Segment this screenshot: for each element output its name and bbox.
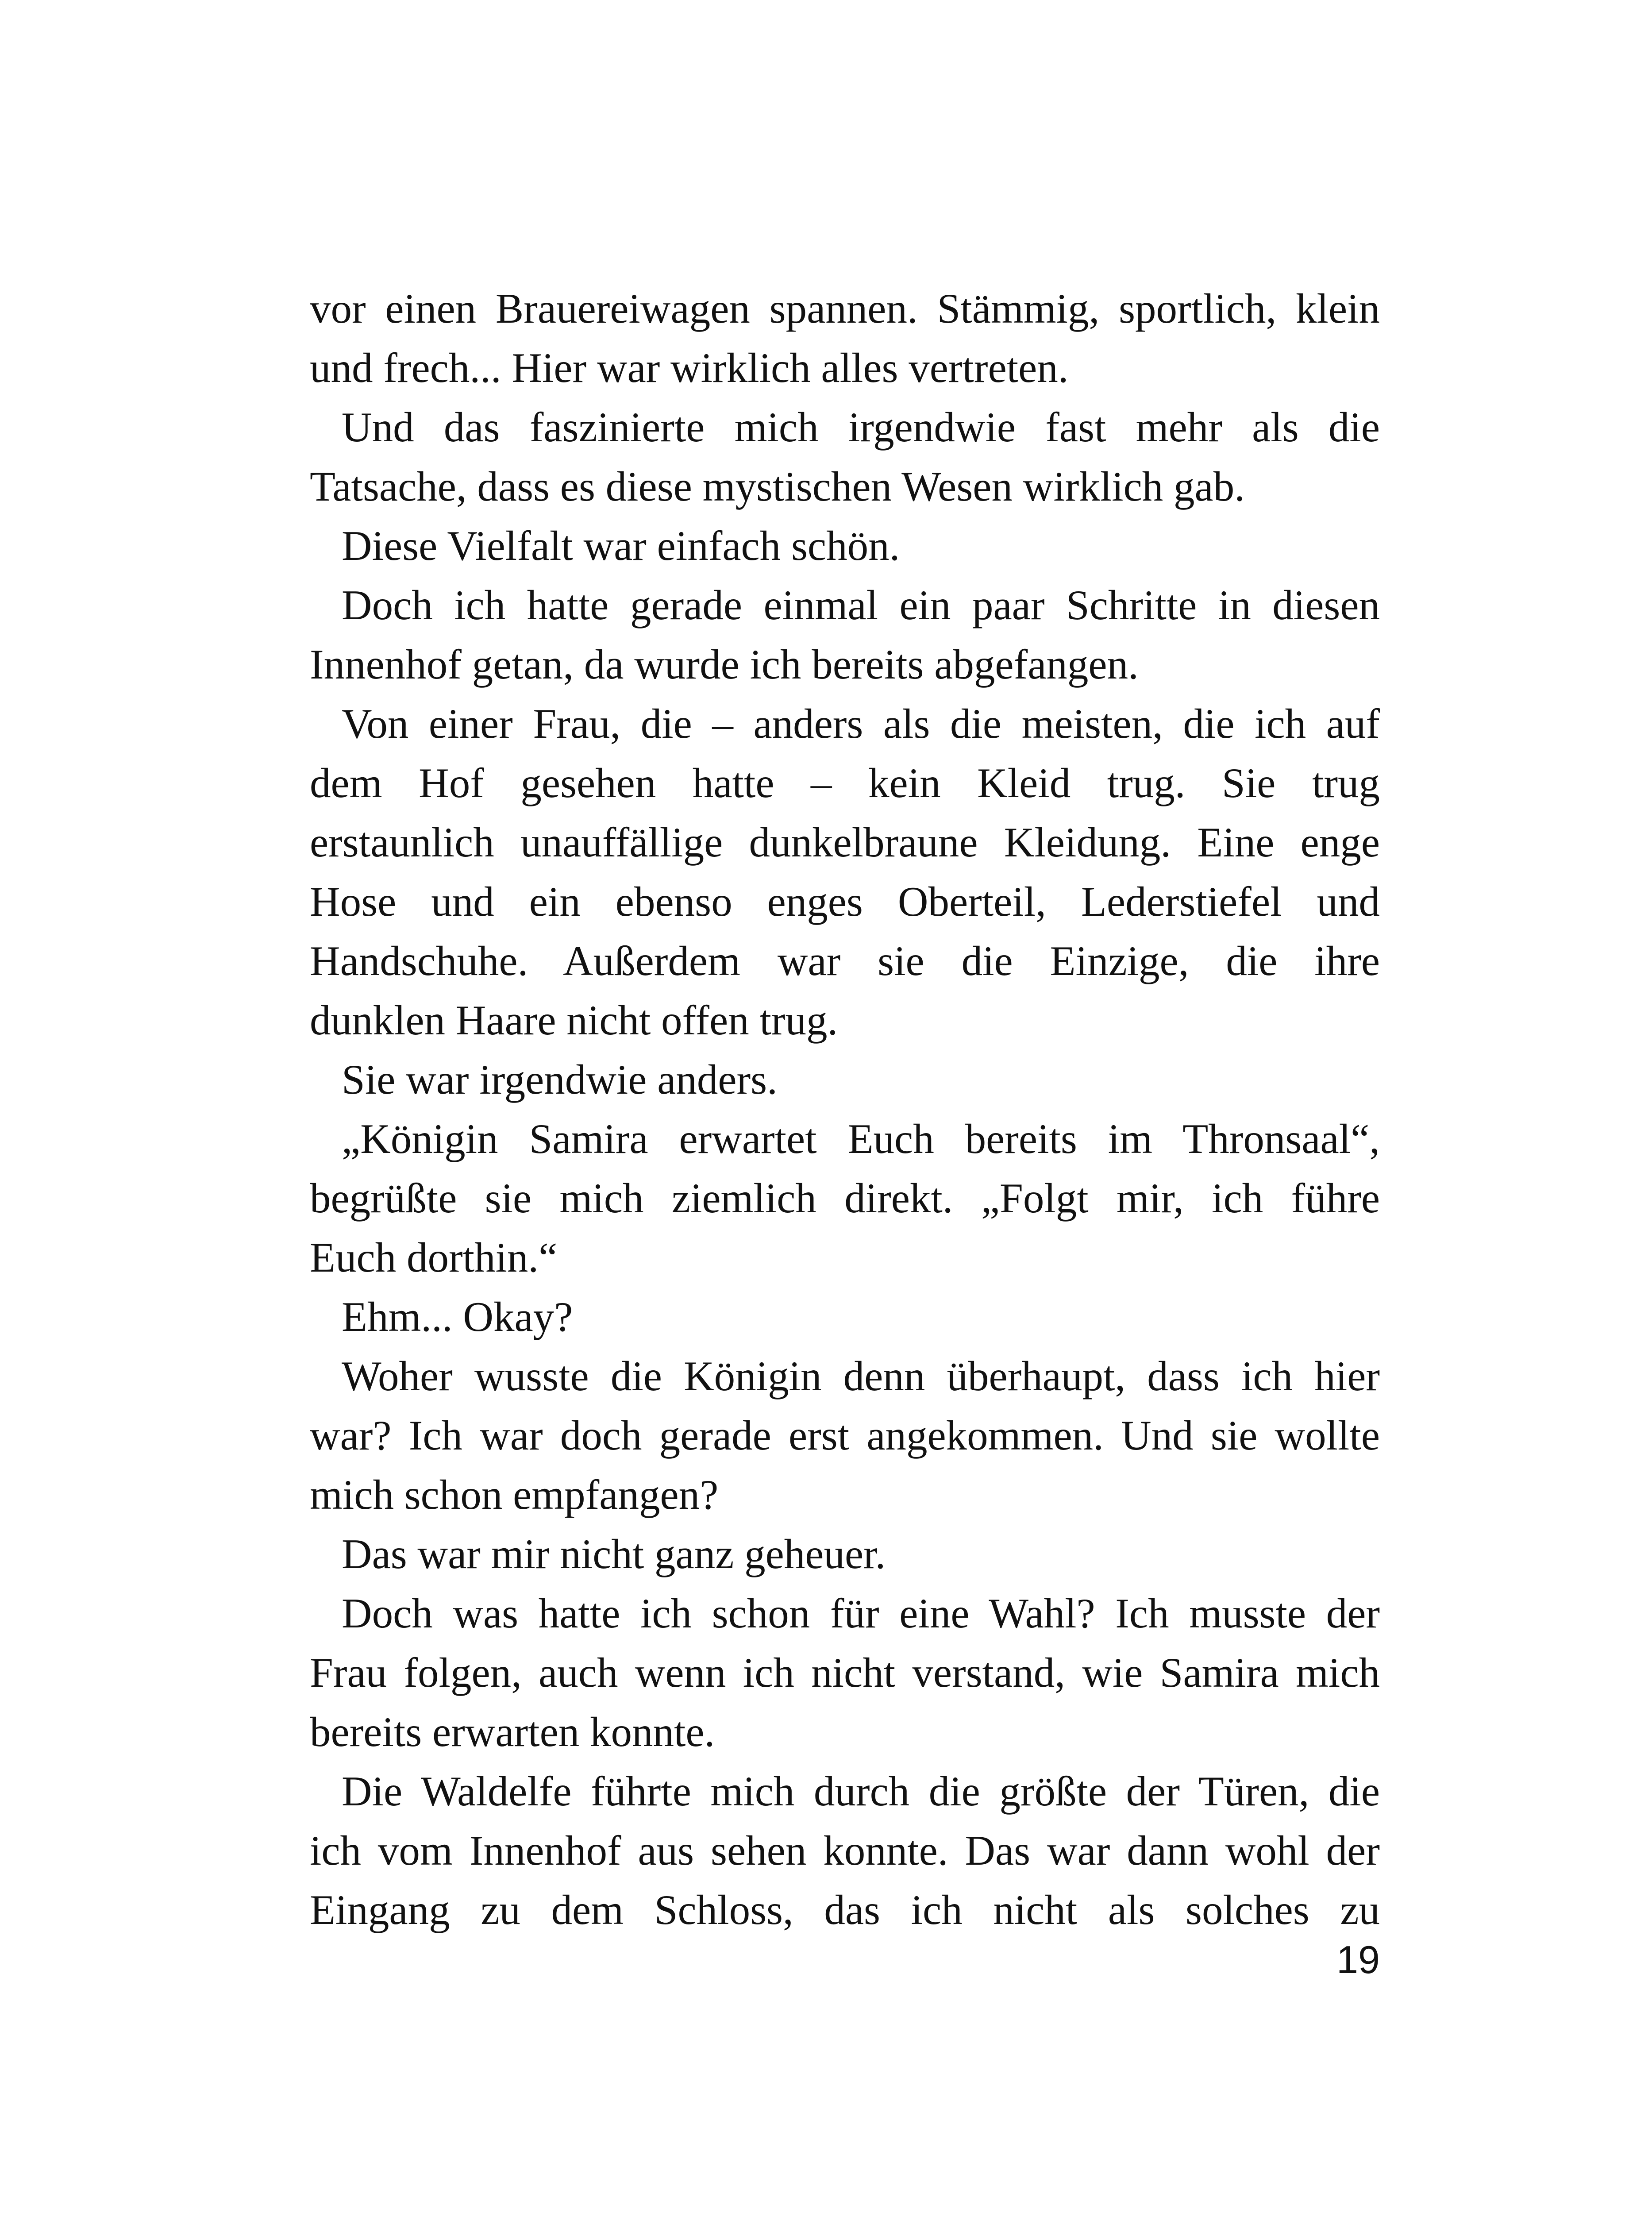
text-line: Doch ich hatte gerade einmal ein paar Schritte in diesen bbox=[342, 582, 1380, 628]
text-line: Frau folgen, auch wenn ich nicht verstand, wie Samira mich bbox=[310, 1649, 1380, 1696]
text-line: Tatsache, dass es diese mystischen Wesen wirklich gab. bbox=[310, 463, 1245, 510]
text-line: Handschuhe. Außerdem war sie die Einzige, die ihre bbox=[310, 937, 1380, 984]
text-line: dunklen Haare nicht offen trug. bbox=[310, 997, 838, 1044]
text-line: Hose und ein ebenso enges Oberteil, Lederstiefel und bbox=[310, 878, 1380, 925]
text-line: Woher wusste die Königin denn überhaupt, dass ich hier bbox=[342, 1353, 1380, 1400]
text-line: ich vom Innenhof aus sehen konnte. Das war dann wohl der bbox=[310, 1827, 1380, 1874]
text-line: begrüßte sie mich ziemlich direkt. „Folgt mir, ich führe bbox=[310, 1175, 1380, 1222]
text-line: Euch dorthin.“ bbox=[310, 1234, 558, 1281]
text-line: Ehm... Okay? bbox=[342, 1293, 573, 1340]
text-line: „Königin Samira erwartet Euch bereits im Thronsaal“, bbox=[342, 1115, 1380, 1162]
text-line: Sie war irgendwie anders. bbox=[342, 1056, 778, 1103]
text-line: Von einer Frau, die – anders als die meisten, die ich auf bbox=[342, 700, 1380, 747]
text-line: war? Ich war doch gerade erst angekommen. Und sie wollte bbox=[310, 1412, 1380, 1459]
text-line: bereits erwarten konnte. bbox=[310, 1708, 715, 1755]
text-line: vor einen Brauereiwagen spannen. Stämmig, sportlich, klein bbox=[310, 285, 1380, 332]
text-line: erstaunlich unauffällige dunkelbraune Kleidung. Eine enge bbox=[310, 819, 1380, 866]
body-text bbox=[310, 279, 1380, 1939]
text-line: dem Hof gesehen hatte – kein Kleid trug. Sie trug bbox=[310, 760, 1380, 806]
text-line: und frech... Hier war wirklich alles vertreten. bbox=[310, 344, 1069, 391]
text-line: Diese Vielfalt war einfach schön. bbox=[342, 522, 900, 569]
text-line: Innenhof getan, da wurde ich bereits abgefangen. bbox=[310, 641, 1139, 688]
text-line: Doch was hatte ich schon für eine Wahl? Ich musste der bbox=[342, 1590, 1380, 1637]
page-number: 19 bbox=[1336, 1938, 1380, 1982]
text-line: Die Waldelfe führte mich durch die größte der Türen, die bbox=[342, 1768, 1380, 1815]
text-line: Das war mir nicht ganz geheuer. bbox=[342, 1531, 886, 1577]
text-line: Und das faszinierte mich irgendwie fast mehr als die bbox=[342, 404, 1380, 451]
text-line: Eingang zu dem Schloss, das ich nicht als solches zu bbox=[310, 1886, 1380, 1933]
text-line: mich schon empfangen? bbox=[310, 1471, 719, 1518]
